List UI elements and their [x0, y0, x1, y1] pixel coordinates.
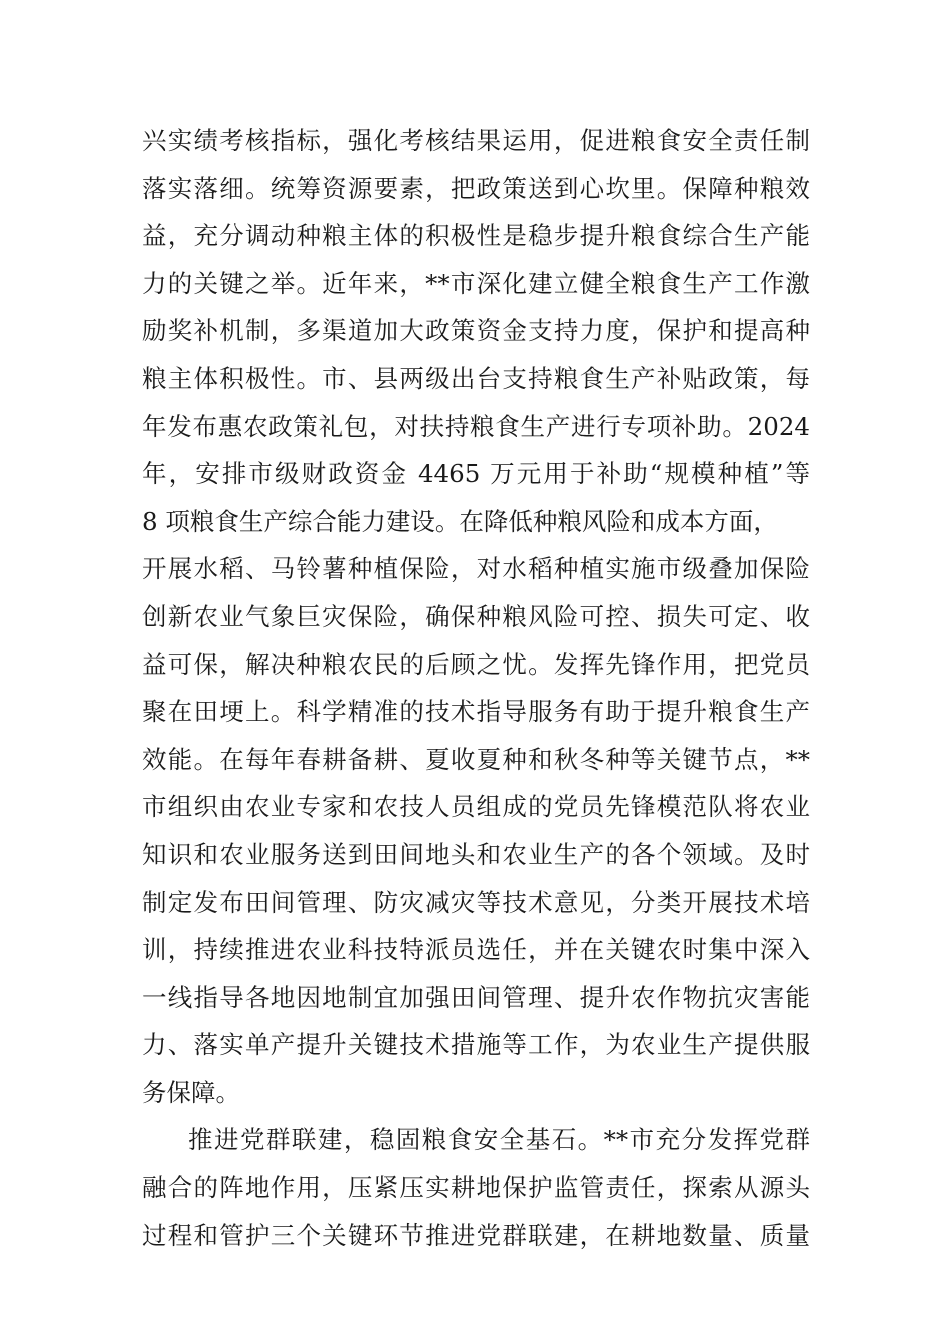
text-line: 励奖补机制，多渠道加大政策资金支持力度，保护和提高种: [142, 316, 810, 346]
text-line: 年发布惠农政策礼包，对扶持粮食生产进行专项补助。2024: [142, 411, 810, 441]
text-line: 市组织由农业专家和农技人员组成的党员先锋模范队将农业: [142, 792, 810, 822]
text-line: 知识和农业服务送到田间地头和农业生产的各个领域。及时: [142, 839, 810, 869]
text-line: 训，持续推进农业科技特派员选任，并在关键农时集中深入: [142, 935, 810, 965]
text-line: 务保障。: [142, 1077, 240, 1107]
text-line: 兴实绩考核指标，强化考核结果运用，促进粮食安全责任制: [142, 126, 810, 155]
text-line: 一线指导各地因地制宜加强田间管理、提升农作物抗灾害能: [142, 982, 810, 1012]
text-line: 力的关键之举。近年来，**市深化建立健全粮食生产工作激: [142, 268, 810, 298]
text-line: 益可保，解决种粮农民的后顾之忧。发挥先锋作用，把党员: [142, 649, 810, 679]
text-line: 8 项粮食生产综合能力建设。在降低种粮风险和成本方面，: [142, 506, 778, 536]
text-line: 年，安排市级财政资金 4465 万元用于补助“规模种植”等: [142, 459, 810, 489]
text-line: 过程和管护三个关键环节推进党群联建，在耕地数量、质量: [142, 1220, 810, 1250]
text-line: 力、落实单产提升关键技术措施等工作，为农业生产提供服: [142, 1030, 810, 1060]
text-line: 效能。在每年春耕备耕、夏收夏种和秋冬种等关键节点，**: [142, 744, 810, 774]
text-line: 粮主体积极性。市、县两级出台支持粮食生产补贴政策，每: [142, 363, 810, 393]
text-line: 创新农业气象巨灾保险，确保种粮风险可控、损失可定、收: [142, 601, 810, 631]
text-line: 聚在田埂上。科学精准的技术指导服务有助于提升粮食生产: [142, 697, 810, 727]
text-line: 开展水稻、马铃薯种植保险，对水稻种植实施市级叠加保险: [142, 554, 810, 584]
text-line: 益，充分调动种粮主体的积极性是稳步提升粮食综合生产能: [142, 221, 810, 251]
body-text: [142, 117, 810, 1259]
paragraph-start-line: 推进党群联建，稳固粮食安全基石。**市充分发挥党群: [188, 1125, 810, 1155]
text-line: 落实落细。统筹资源要素，把政策送到心坎里。保障种粮效: [142, 173, 810, 203]
text-line: 制定发布田间管理、防灾减灾等技术意见，分类开展技术培: [142, 887, 810, 917]
text-line: 融合的阵地作用，压紧压实耕地保护监管责任，探索从源头: [142, 1173, 810, 1203]
